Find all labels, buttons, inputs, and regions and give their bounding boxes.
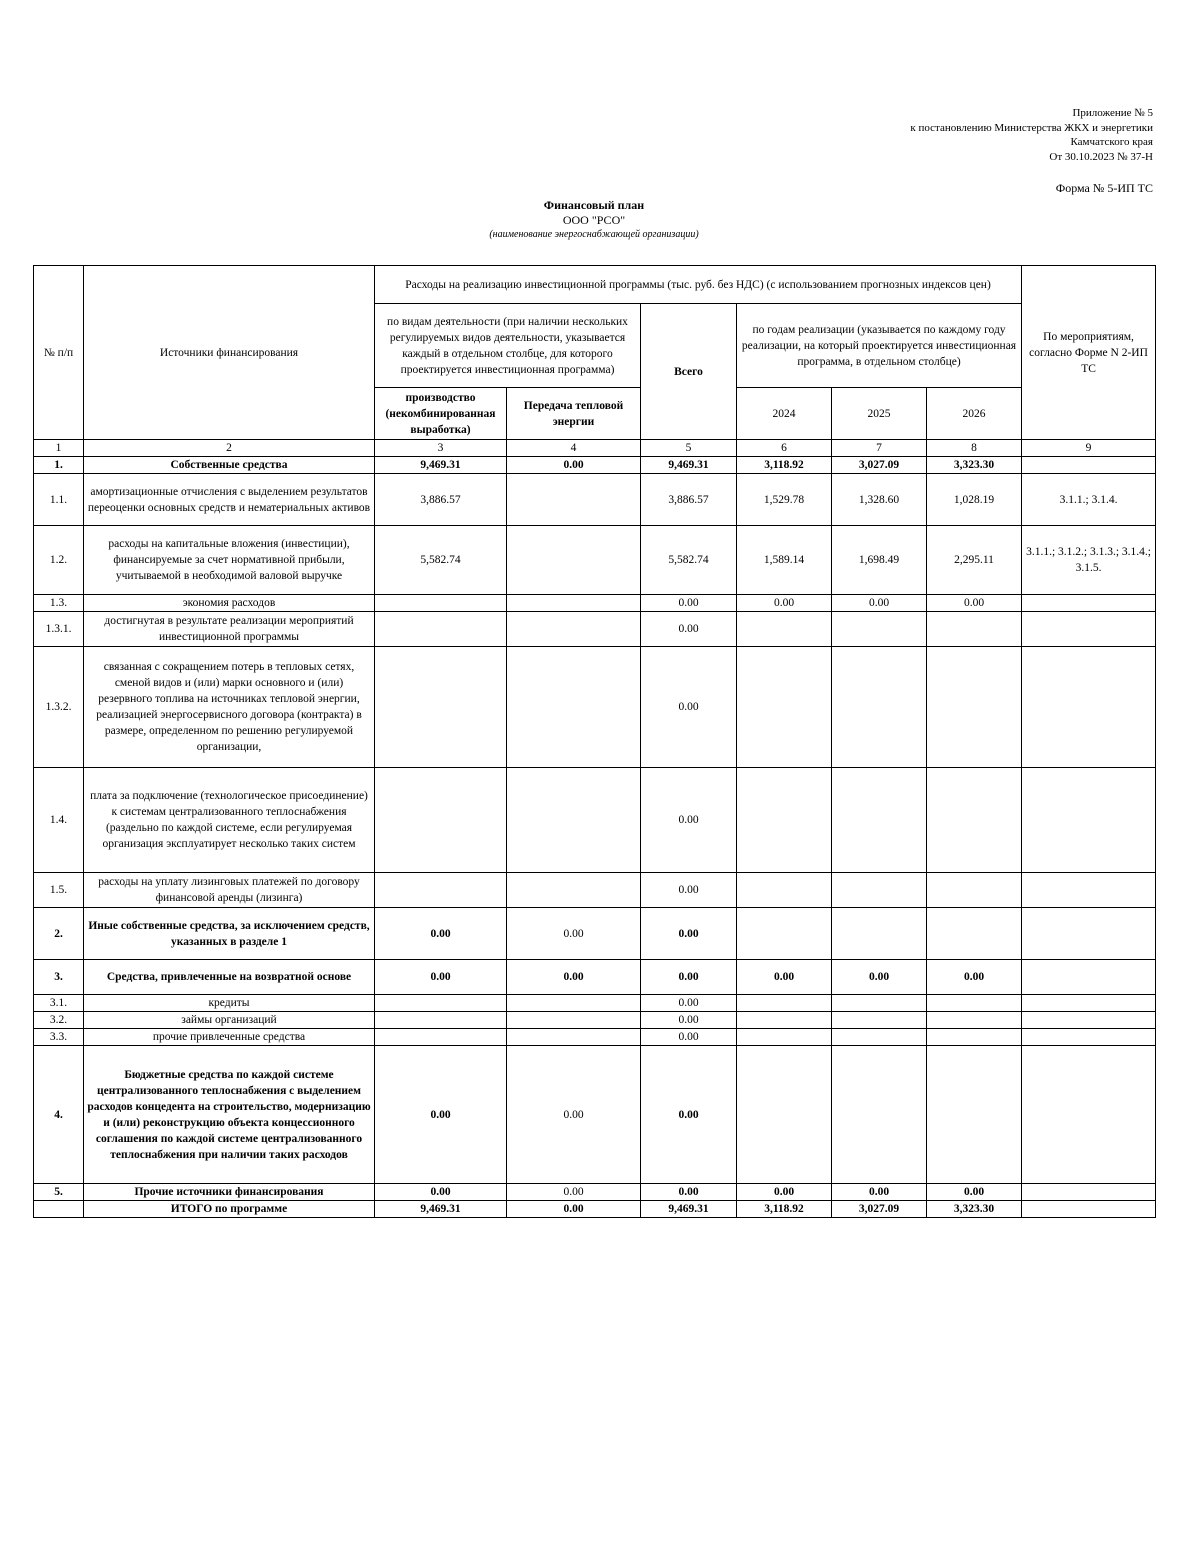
cell-2024: 1,529.78 <box>737 474 832 526</box>
cell-measures: 3.1.1.; 3.1.4. <box>1022 474 1156 526</box>
cell-total: 5,582.74 <box>641 526 737 595</box>
cell-production: 3,886.57 <box>375 474 507 526</box>
cell-2024 <box>737 995 832 1012</box>
row-num: 1.3.1. <box>34 612 84 647</box>
cell-2025: 1,328.60 <box>832 474 927 526</box>
table-row <box>34 474 1156 526</box>
table-row <box>34 526 1156 595</box>
table-row <box>34 960 1156 995</box>
table-row <box>34 1184 1156 1201</box>
row-source: Средства, привлеченные на возвратной основе <box>84 960 375 995</box>
cell-2024: 3,118.92 <box>737 1201 832 1218</box>
cell-transfer: 0.00 <box>507 457 641 474</box>
cell-transfer <box>507 647 641 768</box>
cell-2026 <box>927 612 1022 647</box>
row-source: Бюджетные средства по каждой системе централизованного теплоснабжения с выделением расходов концедента на строительство, модернизацию и (или) реконструкцию объекта концессионного соглашения по каждой системе централизованного теплоснабжения при наличии таких расходов <box>84 1046 375 1184</box>
cell-2025: 1,698.49 <box>832 526 927 595</box>
cell-2025 <box>832 908 927 960</box>
header-expenses: Расходы на реализацию инвестиционной программы (тыс. руб. без НДС) (с использованием прогнозных индексов цен) <box>375 266 1022 304</box>
header-source: Источники финансирования <box>84 266 375 440</box>
cell-2026 <box>927 908 1022 960</box>
cell-production <box>375 612 507 647</box>
row-source: расходы на уплату лизинговых платежей по договору финансовой аренды (лизинга) <box>84 873 375 908</box>
cell-2025: 0.00 <box>832 960 927 995</box>
organization-name: ООО "РСО" <box>562 213 626 227</box>
cell-2025 <box>832 1029 927 1046</box>
cell-2025: 0.00 <box>832 595 927 612</box>
cell-measures <box>1022 1046 1156 1184</box>
cell-total: 0.00 <box>641 612 737 647</box>
cell-production <box>375 1012 507 1029</box>
appendix-line: к постановлению Министерства ЖКХ и энергетики <box>910 121 1153 134</box>
cell-2024 <box>737 873 832 908</box>
cell-2026: 0.00 <box>927 1184 1022 1201</box>
cell-transfer <box>507 526 641 595</box>
header-year-2025: 2025 <box>832 388 927 440</box>
cell-production <box>375 995 507 1012</box>
cell-total: 0.00 <box>641 595 737 612</box>
header-year-2024: 2024 <box>737 388 832 440</box>
row-num: 2. <box>34 908 84 960</box>
row-num <box>34 1201 84 1218</box>
cell-measures <box>1022 612 1156 647</box>
cell-2026: 0.00 <box>927 960 1022 995</box>
cell-2024 <box>737 1046 832 1184</box>
column-number: 8 <box>927 440 1022 457</box>
cell-2026 <box>927 1029 1022 1046</box>
table-row <box>34 1012 1156 1029</box>
cell-transfer: 0.00 <box>507 908 641 960</box>
row-source: Прочие источники финансирования <box>84 1184 375 1201</box>
header-total: Всего <box>641 304 737 440</box>
cell-measures <box>1022 995 1156 1012</box>
table-row <box>34 595 1156 612</box>
cell-production <box>375 595 507 612</box>
cell-2026: 2,295.11 <box>927 526 1022 595</box>
cell-measures <box>1022 1184 1156 1201</box>
cell-total: 9,469.31 <box>641 457 737 474</box>
row-source: займы организаций <box>84 1012 375 1029</box>
appendix-line: Камчатского края <box>1070 136 1153 148</box>
row-num: 3.3. <box>34 1029 84 1046</box>
cell-transfer: 0.00 <box>507 1184 641 1201</box>
table-row <box>34 768 1156 873</box>
cell-measures <box>1022 595 1156 612</box>
cell-transfer: 0.00 <box>507 1046 641 1184</box>
cell-total: 0.00 <box>641 1046 737 1184</box>
cell-total: 0.00 <box>641 1029 737 1046</box>
cell-2025: 3,027.09 <box>832 1201 927 1218</box>
cell-transfer <box>507 768 641 873</box>
table-row <box>34 457 1156 474</box>
cell-2025 <box>832 647 927 768</box>
cell-total: 3,886.57 <box>641 474 737 526</box>
table-row <box>34 995 1156 1012</box>
column-number: 7 <box>832 440 927 457</box>
cell-total: 0.00 <box>641 1012 737 1029</box>
cell-2025 <box>832 873 927 908</box>
cell-transfer <box>507 612 641 647</box>
row-source: Собственные средства <box>84 457 375 474</box>
cell-2025 <box>832 612 927 647</box>
cell-total: 0.00 <box>641 995 737 1012</box>
cell-2024: 3,118.92 <box>737 457 832 474</box>
row-source: экономия расходов <box>84 595 375 612</box>
cell-measures <box>1022 1201 1156 1218</box>
row-num: 4. <box>34 1046 84 1184</box>
cell-2024 <box>737 768 832 873</box>
cell-total: 0.00 <box>641 768 737 873</box>
cell-production <box>375 873 507 908</box>
header-num: № п/п <box>34 266 84 440</box>
cell-production: 0.00 <box>375 1046 507 1184</box>
row-num: 3. <box>34 960 84 995</box>
cell-measures <box>1022 908 1156 960</box>
cell-total: 9,469.31 <box>641 1201 737 1218</box>
cell-2026 <box>927 768 1022 873</box>
row-num: 1.4. <box>34 768 84 873</box>
row-num: 5. <box>34 1184 84 1201</box>
appendix-line: От 30.10.2023 № 37-Н <box>1049 150 1153 163</box>
cell-2025 <box>832 995 927 1012</box>
cell-transfer <box>507 995 641 1012</box>
column-number: 6 <box>737 440 832 457</box>
cell-2026: 1,028.19 <box>927 474 1022 526</box>
row-num: 1.3. <box>34 595 84 612</box>
cell-2024: 0.00 <box>737 595 832 612</box>
cell-2026 <box>927 1046 1022 1184</box>
cell-transfer: 0.00 <box>507 960 641 995</box>
header-year-2026: 2026 <box>927 388 1022 440</box>
table-row <box>34 1029 1156 1046</box>
table-row <box>34 612 1156 647</box>
form-number: Форма № 5-ИП ТС <box>1055 181 1153 195</box>
header-transfer: Передача тепловой энергии <box>507 388 641 440</box>
header-by-activity: по видам деятельности (при наличии нескольких регулируемых видов деятельности, указывается каждый в отдельном столбце, для которого проектируется инвестиционная программа) <box>375 304 641 388</box>
column-number: 3 <box>375 440 507 457</box>
cell-2024 <box>737 1029 832 1046</box>
header-production: производство (некомбинированная выработка) <box>375 388 507 440</box>
cell-2024 <box>737 647 832 768</box>
cell-production <box>375 1029 507 1046</box>
cell-measures <box>1022 768 1156 873</box>
table-row <box>34 1046 1156 1184</box>
header-by-measures: По мероприятиям, согласно Форме N 2-ИП ТС <box>1022 266 1156 440</box>
row-source: достигнутая в результате реализации мероприятий инвестиционной программы <box>84 612 375 647</box>
cell-transfer <box>507 1012 641 1029</box>
cell-2026 <box>927 995 1022 1012</box>
row-source: расходы на капитальные вложения (инвестиции), финансируемые за счет нормативной прибыли, учитываемой в необходимой валовой выручке <box>84 526 375 595</box>
column-number: 2 <box>84 440 375 457</box>
row-source: Иные собственные средства, за исключением средств, указанных в разделе 1 <box>84 908 375 960</box>
cell-2026 <box>927 647 1022 768</box>
row-source: плата за подключение (технологическое присоединение) к системам централизованного теплоснабжения (раздельно по каждой системе, если регулируемая организация эксплуатирует несколько таких систем <box>84 768 375 873</box>
row-num: 3.2. <box>34 1012 84 1029</box>
cell-transfer <box>507 474 641 526</box>
cell-production: 0.00 <box>375 1184 507 1201</box>
cell-production: 0.00 <box>375 960 507 995</box>
cell-2026 <box>927 873 1022 908</box>
appendix-line: Приложение № 5 <box>1072 107 1153 119</box>
row-num: 1.1. <box>34 474 84 526</box>
cell-2025: 0.00 <box>832 1184 927 1201</box>
row-source: кредиты <box>84 995 375 1012</box>
cell-total: 0.00 <box>641 908 737 960</box>
cell-2024 <box>737 612 832 647</box>
cell-production: 9,469.31 <box>375 457 507 474</box>
cell-total: 0.00 <box>641 1184 737 1201</box>
row-num: 3.1. <box>34 995 84 1012</box>
row-source: ИТОГО по программе <box>84 1201 375 1218</box>
column-number: 9 <box>1022 440 1156 457</box>
cell-measures <box>1022 960 1156 995</box>
column-number: 1 <box>34 440 84 457</box>
row-num: 1.3.2. <box>34 647 84 768</box>
cell-measures <box>1022 873 1156 908</box>
cell-2026: 3,323.30 <box>927 457 1022 474</box>
cell-production: 5,582.74 <box>375 526 507 595</box>
cell-2026 <box>927 1012 1022 1029</box>
row-source: амортизационные отчисления с выделением результатов переоценки основных средств и нематериальных активов <box>84 474 375 526</box>
table-row <box>34 873 1156 908</box>
cell-2024 <box>737 908 832 960</box>
cell-total: 0.00 <box>641 960 737 995</box>
organization-caption: (наименование энергоснабжающей организации) <box>489 229 699 240</box>
cell-2024 <box>737 1012 832 1029</box>
cell-measures <box>1022 1012 1156 1029</box>
cell-measures <box>1022 1029 1156 1046</box>
cell-2025 <box>832 1012 927 1029</box>
cell-production: 9,469.31 <box>375 1201 507 1218</box>
table-row <box>34 647 1156 768</box>
cell-2026: 3,323.30 <box>927 1201 1022 1218</box>
cell-production <box>375 768 507 873</box>
cell-2024: 1,589.14 <box>737 526 832 595</box>
title-block <box>0 198 1188 241</box>
cell-total: 0.00 <box>641 647 737 768</box>
header-by-year: по годам реализации (указывается по каждому году реализации, на который проектируется инвестиционная программа, в отдельном столбце) <box>737 304 1022 388</box>
column-number-row <box>34 440 1156 457</box>
cell-2026: 0.00 <box>927 595 1022 612</box>
cell-2025: 3,027.09 <box>832 457 927 474</box>
cell-transfer: 0.00 <box>507 1201 641 1218</box>
cell-2024: 0.00 <box>737 1184 832 1201</box>
column-number: 5 <box>641 440 737 457</box>
cell-production <box>375 647 507 768</box>
table-row <box>34 908 1156 960</box>
cell-2025 <box>832 768 927 873</box>
column-number: 4 <box>507 440 641 457</box>
total-row <box>34 1201 1156 1218</box>
cell-production: 0.00 <box>375 908 507 960</box>
cell-measures: 3.1.1.; 3.1.2.; 3.1.3.; 3.1.4.; 3.1.5. <box>1022 526 1156 595</box>
cell-2024: 0.00 <box>737 960 832 995</box>
row-num: 1. <box>34 457 84 474</box>
appendix-block <box>910 106 1153 164</box>
row-num: 1.5. <box>34 873 84 908</box>
row-source: прочие привлеченные средства <box>84 1029 375 1046</box>
cell-total: 0.00 <box>641 873 737 908</box>
cell-transfer <box>507 1029 641 1046</box>
cell-transfer <box>507 873 641 908</box>
row-source: связанная с сокращением потерь в тепловых сетях, сменой видов и (или) марки основного и (или) резервного топлива на источниках тепловой энергии, реализацией энергосервисного договора (контракта) в размере, определенном по решению регулируемой организации, <box>84 647 375 768</box>
financial-plan-table <box>33 265 1156 1218</box>
cell-transfer <box>507 595 641 612</box>
cell-measures <box>1022 457 1156 474</box>
cell-measures <box>1022 647 1156 768</box>
row-num: 1.2. <box>34 526 84 595</box>
document-title: Финансовый план <box>543 198 645 212</box>
cell-2025 <box>832 1046 927 1184</box>
